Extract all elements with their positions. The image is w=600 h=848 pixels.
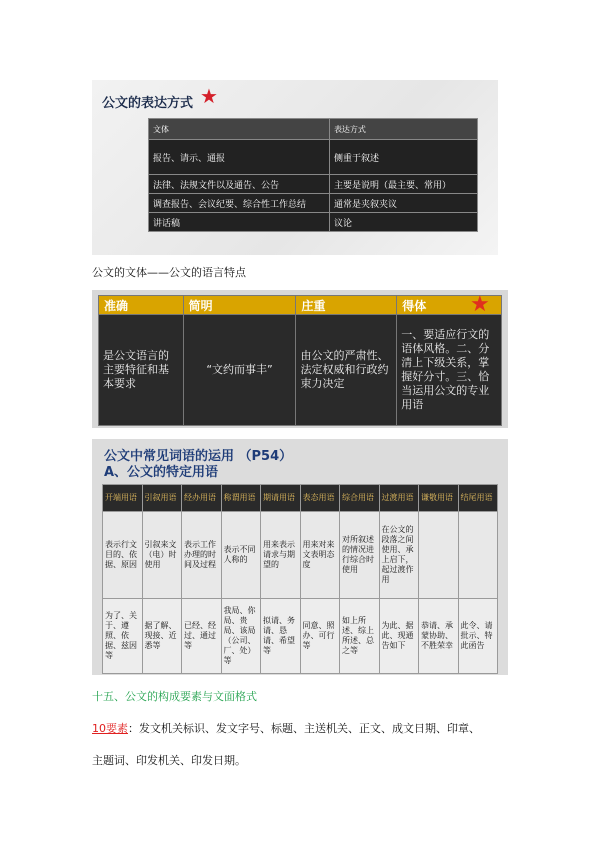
table-cell: 用来表示请求与期望的 [261,512,301,599]
slide-language-features [92,290,508,428]
table-cell: 是公文语言的主要特征和基本要求 [99,315,184,426]
slide-special-terms [92,439,508,675]
table-cell: 表示不同人称的 [221,512,261,599]
header-cell: 准确 [99,296,184,315]
table-cell: 法律、法规文件以及通告、公告 [149,175,330,194]
header-cell: 表态用语 [300,485,340,512]
language-features-table [98,295,502,426]
elements-list-line1: ：发文机关标识、发文字号、标题、主送机关、正文、成文日期、印章、 [128,722,480,735]
table-cell: 对所叙述的情况进行综合时使用 [340,512,380,599]
header-cell: 开端用语 [103,485,143,512]
star-icon: ★ [470,292,490,317]
header-cell: 得体 [397,296,502,315]
expression-table [148,118,478,232]
header-cell: 经办用语 [182,485,222,512]
table-cell: 如上所述、综上所述、总之等 [340,599,380,674]
table-cell: 在公文的段落之间使用、承上启下，起过渡作用 [379,512,419,599]
table-cell: 通常是夹叙夹议 [329,194,477,213]
header-cell: 称谓用语 [221,485,261,512]
slide3-title: 公文中常见词语的运用 （P54） [104,449,293,464]
header-cell: 简明 [183,296,296,315]
table-cell: 讲话稿 [149,213,330,232]
table-cell: “文约而事丰” [183,315,296,426]
special-terms-table [102,484,498,674]
table-cell: 此令、请批示、特此函告 [458,599,498,674]
table-cell: 表示工作办理的时间及过程 [182,512,222,599]
header-cell: 结尾用语 [458,485,498,512]
table-cell: 为此、据此、现通告如下 [379,599,419,674]
header-cell: 综合用语 [340,485,380,512]
table-cell: 报告、请示、通报 [149,140,330,175]
header-cell: 谦敬用语 [419,485,459,512]
slide1-title: 公文的表达方式 [102,96,194,111]
header-cell: 引叙用语 [142,485,182,512]
table-cell: 议论 [329,213,477,232]
table-cell: 一、要适应行文的语体风格。二、分清上下级关系，掌握好分寸。三、恰当运用公文的专业用语 [397,315,502,426]
table-cell: 调查报告、会议纪要、综合性工作总结 [149,194,330,213]
table-cell [458,512,498,599]
table-cell: 拟请、务请、恳请、希望等 [261,599,301,674]
table-cell: 由公文的严肃性、法定权威和行政约束力决定 [296,315,397,426]
table-cell: 用来对来文表明态度 [300,512,340,599]
slide3-subtitle: A、公文的特定用语 [104,465,219,480]
header-cell: 庄重 [296,296,397,315]
table-cell [419,512,459,599]
table-cell: 主要是说明（最主要、常用） [329,175,477,194]
table-cell: 据了解、现接、近悉等 [142,599,182,674]
table-cell: 同意、照办、可行等 [300,599,340,674]
table-cell: 已经、经过、通过等 [182,599,222,674]
elements-label: 10要素 [92,722,128,735]
table-cell: 恭请、承蒙协助、不胜荣幸 [419,599,459,674]
table-cell: 引叙来文（电）时使用 [142,512,182,599]
elements-list-line2: 主题词、印发机关、印发日期。 [92,754,246,767]
elements-paragraph [92,720,480,736]
caption-language-features: 公文的文体——公文的语言特点 [92,266,246,279]
table-cell: 为了、关于、遵照、依据、兹因等 [103,599,143,674]
slide-expression-methods [92,80,498,255]
table-cell: 表示行文目的、依据、原因 [103,512,143,599]
header-cell: 文体 [149,119,330,140]
table-cell: 我局、你局、贵局、该局（公司、厂、处）等 [221,599,261,674]
star-icon: ★ [200,84,218,108]
header-cell: 期请用语 [261,485,301,512]
header-cell: 表达方式 [329,119,477,140]
table-cell: 侧重于叙述 [329,140,477,175]
header-cell: 过渡用语 [379,485,419,512]
section-heading: 十五、公文的构成要素与文面格式 [92,690,257,703]
